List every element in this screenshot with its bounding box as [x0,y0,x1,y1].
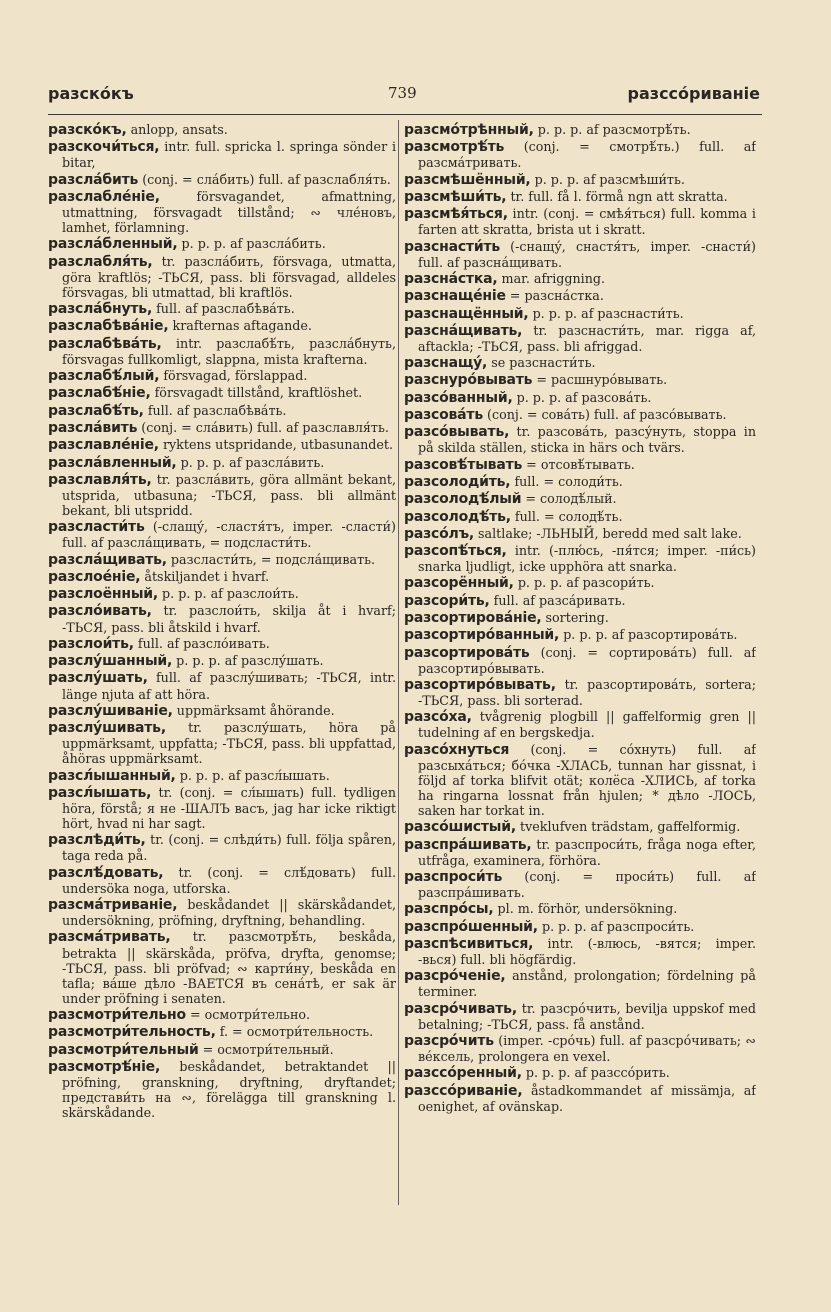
entry-headword: разславле́ніе, [48,437,159,454]
entry-headword: разслѣ́довать, [48,864,164,881]
dictionary-entry [48,832,396,863]
entry-headword: разслои́ть, [48,635,134,652]
dictionary-entry [404,424,756,455]
dictionary-entry [48,318,396,334]
entry-definition: (conj. = совáть) full. af разсóвывать. [483,407,727,423]
dictionary-entry [48,437,396,453]
entry-headword: разсл́ышать, [48,784,152,801]
dictionary-entry [48,603,396,634]
entry-definition: försvagandet, afmattning, utmattning, försvagadt tillstånd; ∾ чле́новъ, lamhet, förlamning. [62,188,396,236]
dictionary-entry [48,519,396,550]
entry-definition: tr. разспроси́ть, fråga noga efter, utfråga, examinera, förhöra. [418,836,756,868]
entry-headword: разсортирóвывать, [404,676,556,693]
entry-definition: full. af разслóивать. [133,635,270,651]
entry-definition: p. p. p. af разсори́ть. [513,575,655,591]
dictionary-entry [48,472,396,518]
entry-definition: (conj. = сóхнуть) full. af разсыхáться; бóчка -ХЛАСЬ, tunnan har gissnat, i följd af torka blifvit otät; колёса -ХЛИСЬ, af torka ha ringarna lossnat från hjulen; * дѣло -ЛОСЬ, saken har torkat in. [418,741,756,819]
dictionary-entry [404,819,756,835]
page-header [48,84,760,108]
dictionary-entry [404,206,756,237]
entry-headword: разсмотри́тельный [48,1041,199,1058]
entry-definition: p. p. p. af разслу́шать. [172,653,324,669]
entry-definition: tr. разсортировáть, sortera; -ТЬСЯ, pass. bli sorterad. [418,676,756,709]
entry-definition: (conj. = слáвить) full. af разславля́ть. [137,419,389,435]
entry-definition: full. = солодѣ́ть. [510,508,623,524]
entry-headword: разсори́ть, [404,592,490,609]
entry-definition: tr. разслои́ть, skilja åt i hvarf; -ТЬСЯ, pass. bli åtskild i hvarf. [62,603,396,635]
entry-definition: p. p. p. af разслáвить. [176,454,325,470]
dictionary-entry [48,1007,396,1023]
dictionary-entry [48,139,396,170]
entry-definition: p. p. p. af разссóрить. [521,1065,670,1081]
dictionary-entry [404,837,756,868]
left-column [48,122,396,1212]
dictionary-entry [404,593,756,609]
entry-definition: p. p. p. af разспроси́ть. [537,918,695,934]
dictionary-entry [48,122,396,138]
entry-headword: разсмотрѣ́ніе, [48,1058,161,1075]
entry-definition: intr. (-влюсь, -вятся; imper. -вься) full. bli högfärdig. [418,935,756,968]
entry-definition: p. p. p. af разснасти́ть. [528,305,684,321]
entry-definition: p. p. p. af разсмотрѣ́ть. [533,122,691,137]
entry-definition: tr. (conj. = сл́ышать) full. tydligen höra, förstå; я не -ШАЛЪ васъ, jag har icke riktigt hört, hvad ni har sagt. [62,784,396,831]
entry-headword: разслóивать, [48,603,152,620]
entry-headword: разсолодѣ́лый [404,491,522,508]
entry-definition: mar. afriggning. [497,270,606,286]
dictionary-entry [404,474,756,490]
entry-headword: разслабѣ́лый, [48,368,160,385]
entry-headword: разсóлъ, [404,525,475,542]
dictionary-entry [48,1042,396,1058]
dictionary-entry [48,1024,396,1040]
entry-definition: (conj. = проси́ть) full. af разспрáшивать. [418,869,756,901]
entry-headword: разсмѣя́ться, [404,206,508,223]
dictionary-entry [404,139,756,170]
entry-definition: (imper. -срóчь) full. af разсрóчивать; ∾ вéксель, prolongera en vexel. [418,1033,756,1065]
dictionary-entry [48,552,396,568]
entry-headword: разсовáть [404,407,483,424]
entry-headword: разсл́ышанный, [48,767,176,784]
entry-definition: se разснасти́ть. [487,355,596,371]
dictionary-entry [404,1001,756,1032]
entry-headword: разслое́ніе, [48,568,141,585]
entry-headword: разславля́ть, [48,471,152,488]
entry-headword: разслáбленный, [48,236,178,253]
entry-definition: tveklufven trädstam, gaffelformig. [516,819,741,835]
dictionary-entry [404,172,756,188]
dictionary-entry [404,372,756,388]
dictionary-entry [48,455,396,471]
entry-headword: разсмáтриваніе, [48,897,178,914]
entry-definition: beskådandet || skärskådandet, undersökning, pröfning, dryftning, behandling. [62,897,396,929]
dictionary-entry [404,645,756,676]
dictionary-entry [48,254,396,300]
entry-headword: разслабле́ніе, [48,188,160,205]
dictionary-entry [48,301,396,317]
dictionary-entry [404,407,756,423]
entry-definition: uppmärksamt åhörande. [172,702,335,718]
entry-definition: tr. full. få l. förmå ngn att skratta. [506,188,728,204]
entry-headword: разсортирóванный, [404,627,560,644]
entry-definition: åtskiljandet i hvarf. [140,568,270,584]
header-first-word: разскóкъ [48,84,134,103]
dictionary-entry [404,355,756,371]
entry-headword: разсмóтрѣнный, [404,122,534,138]
entry-definition: p. p. p. af разслои́ть. [158,586,299,602]
entry-headword: разслабѣ́ть, [48,402,144,419]
entry-definition: intr. (conj. = смѣя́ться) full. komma i farten att skratta, brista ut i skratt. [418,206,756,238]
entry-definition: p. p. p. af разслáбить. [177,236,326,252]
entry-definition: pl. m. förhör, undersökning. [493,901,678,917]
entry-definition: (-снащу́, снастя́тъ, imper. -снасти́) full. af разснáщивать. [418,238,756,270]
entry-headword: разспрáшивать, [404,836,532,853]
entry-definition: = отсовѣ́тывать. [522,456,635,472]
entry-headword: разснащённый, [404,305,529,322]
entry-headword: разсмѣши́ть, [404,188,507,205]
entry-headword: разскóкъ, [48,122,127,138]
entry-headword: разснасти́ть [404,238,501,255]
entry-definition: tvågrenig plogbill || gaffelformig gren || tudelning af en bergskedja. [418,709,756,741]
dictionary-entry [404,742,756,818]
entry-headword: разсмáтривать, [48,929,171,946]
entry-definition: (conj. = слáбить) full. af разслабля́ть. [138,171,391,187]
entry-definition: tr. разсмотрѣ́ть, beskåda, betrakta || skärskåda, pröfva, dryfta, genomse; -ТЬСЯ, pass. bli pröfvad; ∾ карти́ну, beskåda en tafla; вáше дѣло -ВАЕТСЯ въ сенáтѣ, er sak är under pröfning i senaten. [62,929,396,1006]
entry-definition: full. = солоди́ть. [510,473,623,489]
entry-definition: full. af разсáривать. [489,592,626,608]
dictionary-entry [48,368,396,384]
entry-headword: разсрóчить [404,1033,494,1050]
entry-definition: intr. full. spricka l. springa sönder i bitar, [62,139,396,171]
entry-definition: (conj. = сортировáть) full. af разсортирóвывать. [418,644,756,676]
entry-headword: разслѣди́ть, [48,832,146,849]
dictionary-entry [48,636,396,652]
entry-headword: разсрóчивать, [404,1000,517,1017]
entry-headword: разспрóсы, [404,901,494,918]
entry-headword: разснащу́, [404,355,488,372]
dictionary-entry [48,703,396,719]
dictionary-entry [404,288,756,304]
dictionary-entry [404,526,756,542]
entry-headword: разсорённый, [404,575,514,592]
entry-definition: intr. (-плю́сь, -пя́тся; imper. -пи́сь) snarka ljudligt, icke upphöra att snarka. [418,543,756,575]
dictionary-entry [404,901,756,917]
header-rule [48,114,762,115]
entry-headword: разслáбнуть, [48,301,153,318]
entry-headword: разспѣсивиться, [404,935,534,952]
entry-headword: разслáвить [48,419,138,436]
entry-headword: разсолоди́ть, [404,473,511,490]
dictionary-entry [404,677,756,708]
column-divider [398,120,399,1205]
entry-definition: anlopp, ansats. [126,122,228,137]
dictionary-entry [404,1083,756,1114]
entry-headword: разслу́шивать, [48,720,166,737]
entry-headword: разснурóвывать [404,372,533,389]
entry-headword: разслу́шанный, [48,653,173,670]
entry-definition: (-слащу́, -сластя́тъ, imper. -сласти́) full. af разслáщивать, = подсласти́ть. [62,519,396,551]
entry-definition: = осмотри́тельно. [185,1007,311,1023]
dictionary-entry [404,509,756,525]
entry-definition: (conj. = смотрѣ́ть.) full. af разсмáтривать. [418,139,756,171]
dictionary-entry [404,1065,756,1081]
entry-definition: saltlake; -ЛЬНЫЙ, beredd med salt lake. [474,525,742,541]
dictionary-entry [48,569,396,585]
entry-definition: försvagad, förslappad. [159,368,308,384]
entry-definition: full. af разслабѣвáть. [143,402,287,418]
dictionary-entry [404,627,756,643]
entry-definition: krafternas aftagande. [168,318,312,334]
dictionary-entry [48,189,396,235]
dictionary-entry [404,869,756,900]
entry-definition: разсласти́ть, = подслáщивать. [166,551,376,567]
entry-headword: разссóренный, [404,1065,522,1082]
entry-definition: tr. разслáбить, försvaga, utmatta, göra kraftlös; -ТЬСЯ, pass. bli försvagad, alldeles försvagas, bli utmattad, bli kraftlös. [62,253,396,300]
dictionary-entry [48,1059,396,1120]
right-column [404,122,756,1212]
entry-headword: разслабѣвáть, [48,335,162,352]
page-number: 739 [388,84,417,102]
entry-headword: разсмотри́тельно [48,1007,186,1024]
entry-definition: = солодѣ́лый. [521,491,617,507]
entry-definition: p. p. p. af разсл́ышать. [175,767,330,783]
entry-definition: full. af разслу́шивать; -ТЬСЯ, intr. länge njuta af att höra. [62,670,396,702]
entry-definition: tr. (conj. = слѣди́ть) full. följa spåren, taga reda på. [62,832,396,864]
dictionary-entry [48,720,396,766]
entry-headword: разслу́шать, [48,670,148,687]
entry-definition: p. p. p. af разсортировáть. [559,627,738,643]
dictionary-entry [48,929,396,1005]
entry-definition: tr. разслáвить, göra allmänt bekant, utsprida, utbasuna; -ТЬСЯ, pass. bli allmänt bekant, bli utspridd. [62,471,396,518]
entry-headword: разсрóченіе, [404,968,506,985]
entry-definition: tr. разслу́шать, höra på uppmärksamt, uppfatta; -ТЬСЯ, pass. bli uppfattad, åhöras uppmärksamt. [62,720,396,767]
entry-definition: tr. (conj. = слѣ́довать) full. undersöka noga, utforska. [62,864,396,896]
dictionary-entry [404,1033,756,1064]
entry-headword: разсóхнуться [404,741,510,758]
dictionary-entry [48,670,396,701]
dictionary-entry [404,575,756,591]
entry-headword: разснаще́ніе [404,288,506,305]
entry-definition: tr. разсрóчить, bevilja uppskof med betalning; -ТЬСЯ, pass. få anstånd. [418,1000,756,1032]
entry-headword: разслáвленный, [48,454,177,471]
entry-headword: разсмѣшённый, [404,171,531,188]
entry-headword: разсóвывать, [404,424,510,441]
dictionary-entry [404,543,756,574]
entry-headword: разсмотрѣ́ть [404,139,505,156]
entry-headword: разслабѣ́ніе, [48,385,151,402]
dictionary-entry [48,897,396,928]
entry-definition: f. = осмотри́тельность. [215,1024,374,1040]
entry-headword: разсортировáніе, [404,610,542,627]
dictionary-entry [404,390,756,406]
dictionary-entry [404,306,756,322]
dictionary-entry [404,919,756,935]
dictionary-entry [48,586,396,602]
entry-headword: разскочи́ться, [48,139,160,156]
dictionary-entry [404,189,756,205]
entry-definition: p. p. p. af разсмѣши́ть. [530,171,685,187]
entry-definition: anstånd, prolongation; fördelning på terminer. [418,968,756,1000]
entry-headword: разсóха, [404,709,472,726]
dictionary-entry [48,236,396,252]
dictionary-entry [404,122,756,138]
entry-definition: sortering. [541,610,609,626]
entry-definition: = расшнурóвывать. [532,372,668,388]
dictionary-entry [404,323,756,354]
dictionary-entry [48,172,396,188]
dictionary-entry [48,865,396,896]
entry-headword: разслáбить [48,171,139,188]
dictionary-entry [404,457,756,473]
dictionary-entry [404,936,756,967]
dictionary-entry [404,239,756,270]
entry-definition: = осмотри́тельный. [198,1041,334,1057]
dictionary-entry [48,403,396,419]
entry-headword: разснáщивать, [404,322,523,339]
entry-headword: разссóриваніе, [404,1082,523,1099]
entry-headword: разсóшистый, [404,819,516,836]
dictionary-entry [404,709,756,740]
dictionary-entry [48,785,396,831]
entry-headword: разсопѣ́ться, [404,543,507,560]
entry-headword: разсовѣ́тывать [404,456,523,473]
entry-headword: разслабля́ть, [48,253,153,270]
entry-definition: p. p. p. af разсовáть. [512,389,652,405]
entry-headword: разсортировáть [404,644,530,661]
entry-headword: разспроси́ть [404,869,503,886]
dictionary-entry [404,271,756,287]
entry-headword: разсмотри́тельность, [48,1024,216,1041]
dictionary-entry [48,336,396,367]
dictionary-entry [404,968,756,999]
entry-headword: разслáщивать, [48,551,167,568]
entry-definition: tr. разснасти́ть, mar. rigga af, aftackla; -ТЬСЯ, pass. bli afriggad. [418,322,756,354]
dictionary-entry [48,653,396,669]
entry-headword: разспрóшенный, [404,918,538,935]
entry-definition: beskådandet, betraktandet || pröfning, granskning, dryftning, dryftandet; представи́ть на ∾, förelägga till granskning l. skärskådande. [62,1058,396,1121]
dictionary-entry [48,420,396,436]
entry-definition: försvagadt tillstånd, kraftlöshet. [150,385,363,401]
entry-definition: ryktens utspridande, utbasunandet. [158,437,394,453]
entry-definition: tr. разсовáть, разсу́нуть, stoppa in på skilda ställen, sticka in härs och tvärs. [418,424,756,456]
entry-definition: intr. разслабѣ́ть, разслáбнуть, försvagas fullkomligt, slappna, mista krafterna. [62,335,396,367]
entry-headword: разсóванный, [404,389,513,406]
entry-headword: разсолодѣ́ть, [404,508,511,525]
dictionary-entry [48,768,396,784]
entry-headword: разслабѣвáніе, [48,318,169,335]
dictionary-entry [48,385,396,401]
dictionary-entry [404,610,756,626]
entry-headword: разсласти́ть [48,519,145,536]
entry-headword: разслоённый, [48,586,159,603]
header-last-word: разссóриваніе [627,84,760,103]
entry-definition: full. af разслабѣвáть. [152,301,295,317]
entry-headword: разслу́шиваніе, [48,702,173,719]
entry-definition: = разснáстка. [505,288,604,304]
dictionary-entry [404,491,756,507]
entry-headword: разснáстка, [404,270,498,287]
entry-definition: åstadkommandet af missämja, af oenighet, af ovänskap. [418,1082,756,1114]
